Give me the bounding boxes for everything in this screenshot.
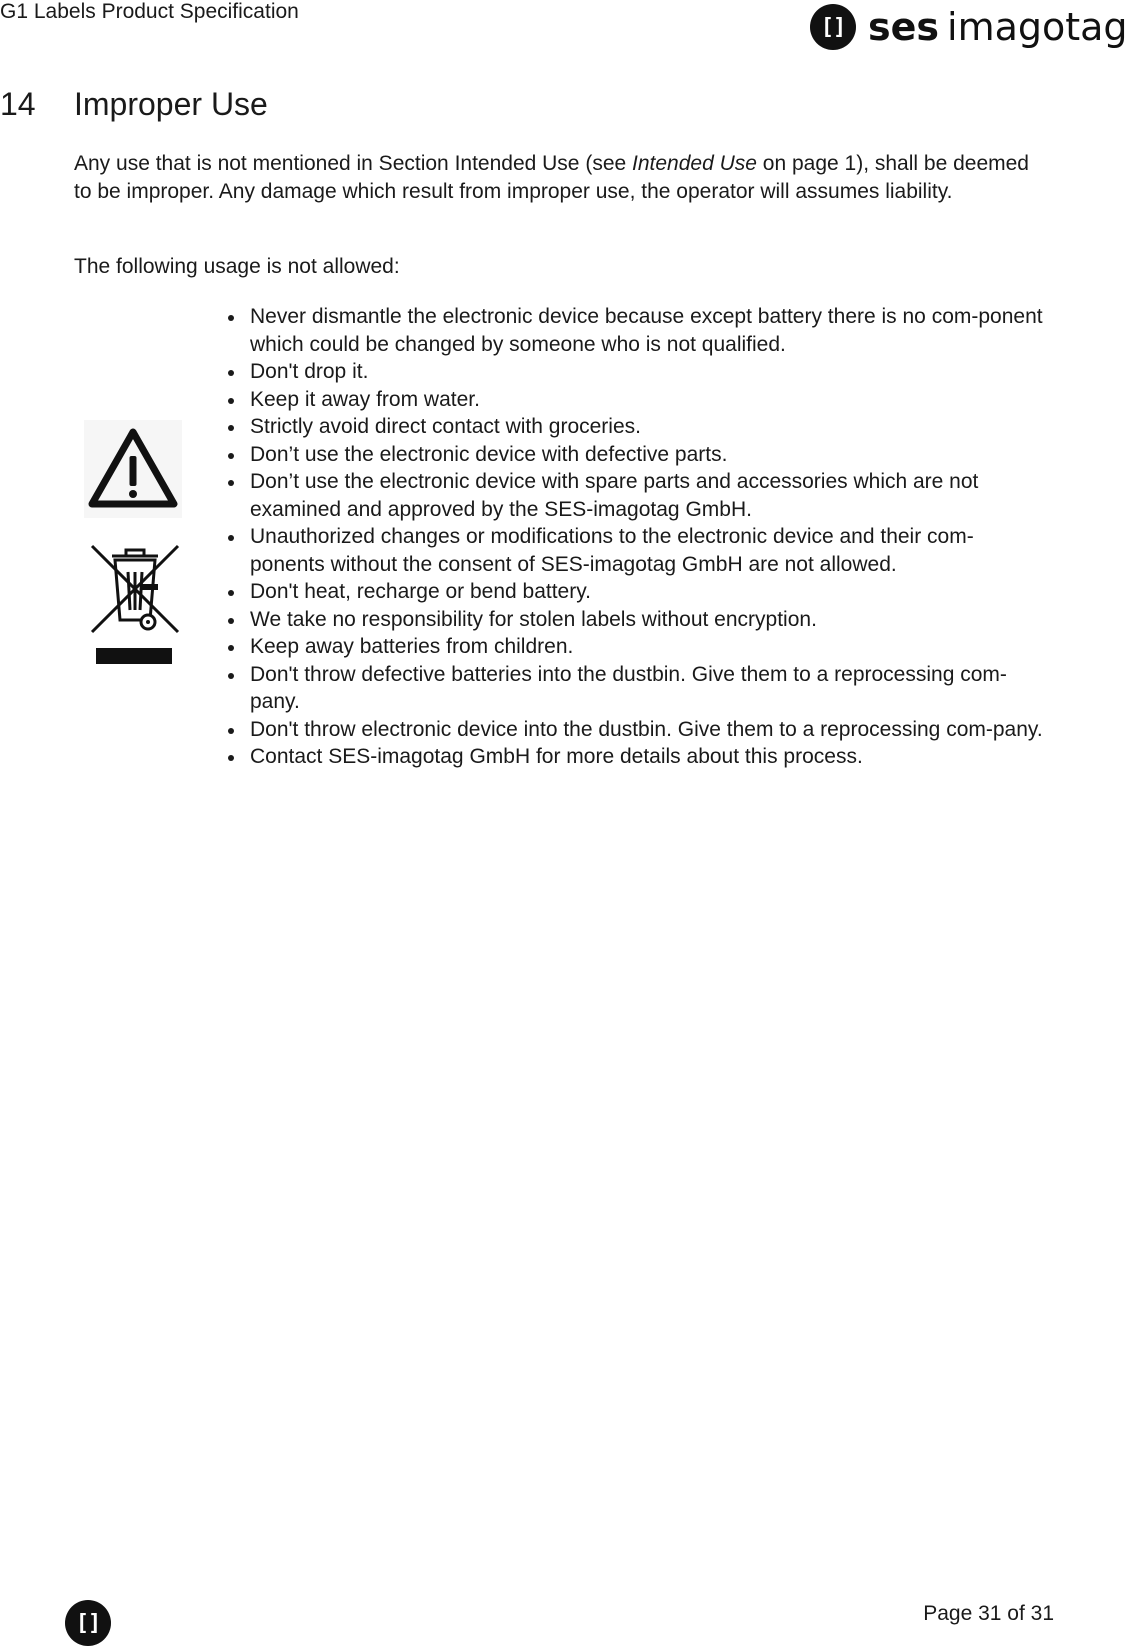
list-item: Keep away batteries from children. (225, 633, 1045, 661)
list-item: Contact SES-imagotag GmbH for more details about this process. (225, 743, 1045, 771)
page-number: Page 31 of 31 (923, 1602, 1054, 1625)
list-item: Don’t use the electronic device with spare parts and accessories which are not examined and approved by the SES-imagotag GmbH. (225, 468, 1045, 523)
brand-wordmark (868, 3, 1128, 51)
list-item: Unauthorized changes or modifications to the electronic device and their com-ponents without the consent of SES-imagotag GmbH are not allowed. (225, 523, 1045, 578)
brand-bold-text: ses (868, 5, 940, 49)
list-item: Don't heat, recharge or bend battery. (225, 578, 1045, 606)
not-allowed-paragraph: The following usage is not allowed: (74, 255, 400, 278)
intro-text-after: on page 1), shall be deemed to be improper. Any damage which result from improper use, the operator will assumes liability. (74, 152, 1029, 203)
section-heading (0, 84, 268, 124)
intended-use-reference[interactable]: Intended Use (632, 152, 757, 175)
crossed-out-wheelie-bin-icon (90, 544, 180, 666)
intro-paragraph (74, 150, 1034, 206)
section-title: Improper Use (74, 86, 268, 122)
brand-mark-icon: [] (810, 4, 856, 50)
brand-light-text: imagotag (947, 5, 1128, 49)
list-item: Don't throw electronic device into the dustbin. Give them to a reprocessing com-pany. (225, 716, 1045, 744)
list-item: Strictly avoid direct contact with groceries. (225, 413, 1045, 441)
list-item: We take no responsibility for stolen labels without encryption. (225, 606, 1045, 634)
warning-triangle-icon (84, 420, 182, 518)
list-item: Keep it away from water. (225, 386, 1045, 414)
list-item: Never dismantle the electronic device because except battery there is no com-ponent which could be changed by someone who is not qualified. (225, 303, 1045, 358)
page-header-title: G1 Labels Product Specification (0, 0, 299, 23)
intro-text-before: Any use that is not mentioned in Section Intended Use (see (74, 152, 633, 175)
section-number: 14 (0, 86, 36, 122)
brand-logo (810, 3, 1128, 51)
list-item: Don’t use the electronic device with defective parts. (225, 441, 1045, 469)
list-item: Don't drop it. (225, 358, 1045, 386)
list-item: Don't throw defective batteries into the dustbin. Give them to a reprocessing com-pany. (225, 661, 1045, 716)
footer-mark-icon: [] (65, 1600, 111, 1646)
not-allowed-list (225, 303, 1045, 771)
